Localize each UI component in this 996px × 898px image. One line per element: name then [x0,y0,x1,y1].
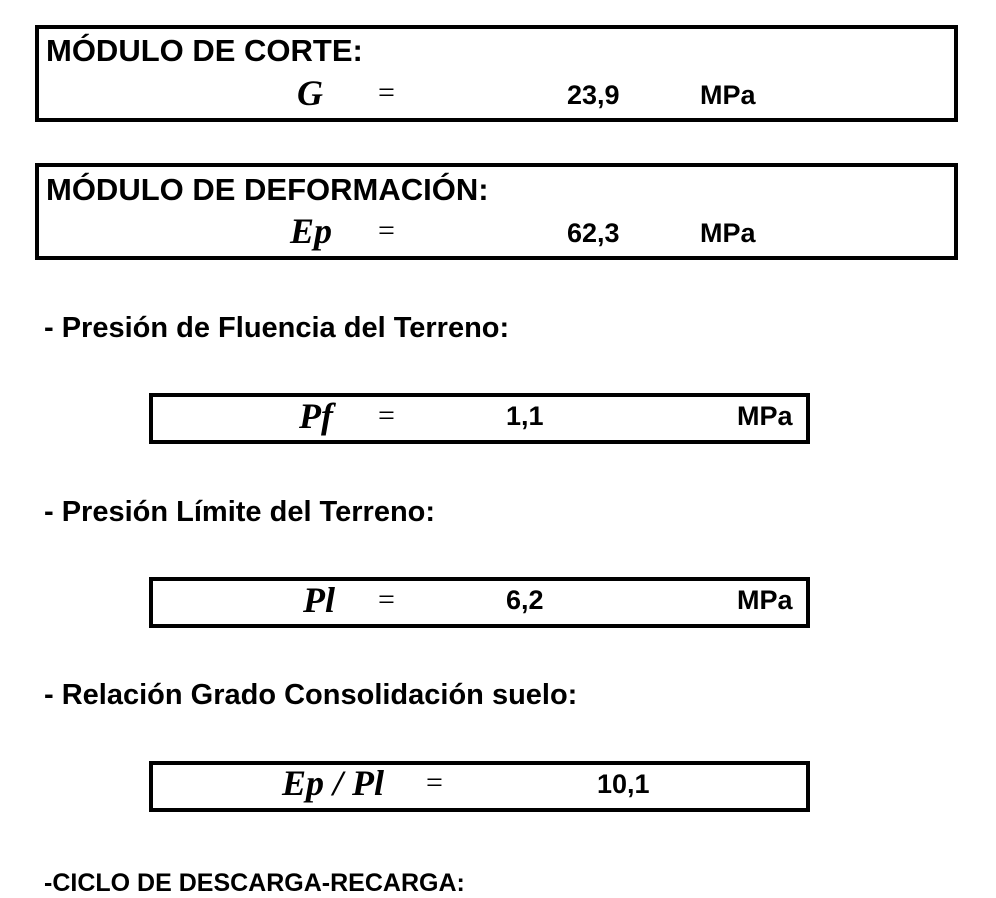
deformation-modulus-title: MÓDULO DE DEFORMACIÓN: [46,172,489,207]
creep-pressure-equals: = [378,399,395,432]
shear-modulus-title: MÓDULO DE CORTE: [46,33,363,68]
limit-pressure-symbol: Pl [303,580,335,620]
limit-pressure-equals: = [378,583,395,616]
limit-pressure-unit: MPa [737,585,793,615]
creep-pressure-box [149,393,810,444]
shear-modulus-unit: MPa [700,80,756,110]
consolidation-ratio-equals: = [426,766,443,799]
limit-pressure-value: 6,2 [506,585,544,615]
creep-pressure-symbol: Pf [299,396,333,436]
shear-modulus-symbol: G [297,73,323,113]
unload-reload-heading: -CICLO DE DESCARGA-RECARGA: [44,869,465,897]
creep-pressure-value: 1,1 [506,401,544,431]
consolidation-ratio-heading: - Relación Grado Consolidación suelo: [44,679,578,711]
limit-pressure-box [149,577,810,628]
shear-modulus-equals: = [378,76,395,109]
shear-modulus-value: 23,9 [567,80,620,110]
consolidation-ratio-box [149,761,810,812]
limit-pressure-heading: - Presión Límite del Terreno: [44,496,436,528]
deformation-modulus-value: 62,3 [567,218,620,248]
creep-pressure-heading: - Presión de Fluencia del Terreno: [44,312,510,344]
creep-pressure-unit: MPa [737,401,793,431]
consolidation-ratio-value: 10,1 [597,769,650,799]
deformation-modulus-unit: MPa [700,218,756,248]
deformation-modulus-symbol: Ep [290,211,333,251]
deformation-modulus-equals: = [378,214,395,247]
consolidation-ratio-symbol: Ep / Pl [282,763,385,803]
